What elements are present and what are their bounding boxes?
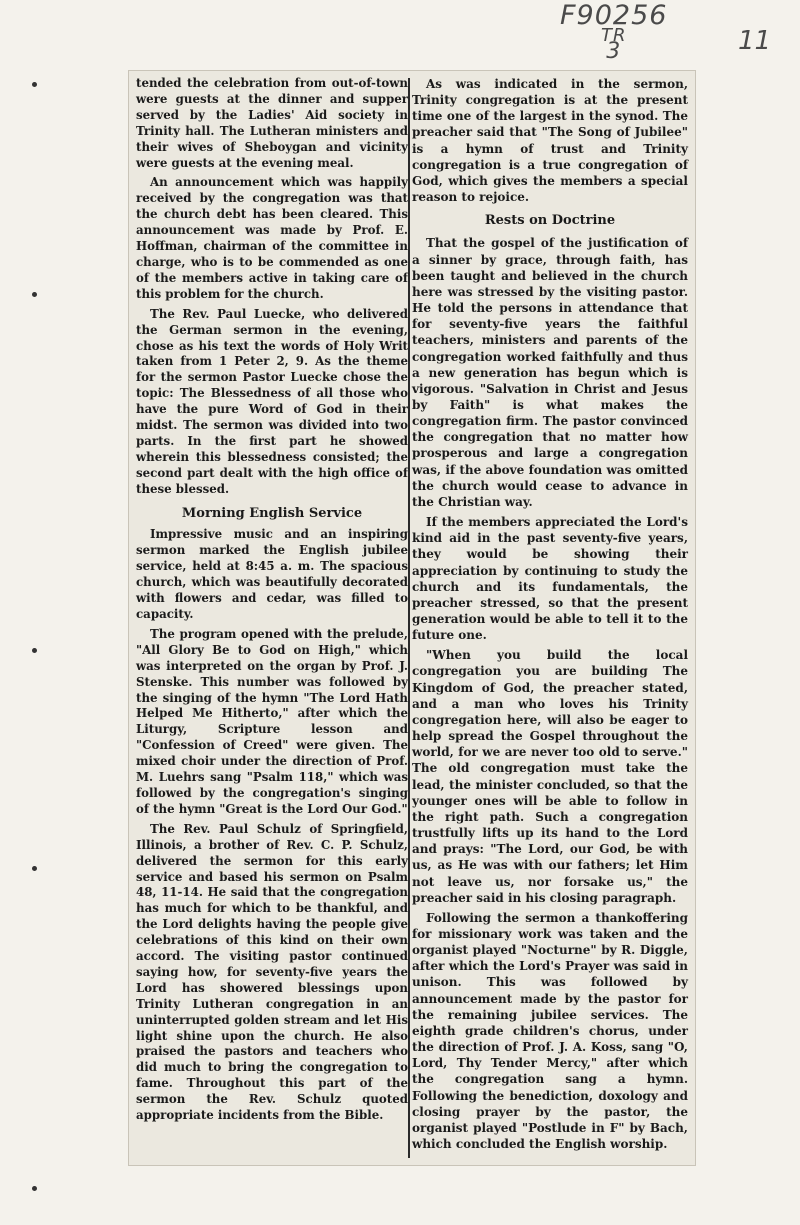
paragraph: The program opened with the prelude, "All Glory Be to God on High," which was interpreted on the organ by Prof. J. Stenske. This number was followed by the singing of the hymn "The Lord Hath Helped Me Hitherto," after which the Liturgy, Scripture lesson and "Confession of Creed" were given. The mixed choir under the direction of Prof. M. Luehrs sang "Psalm 118," which was followed by the congregation's singing of the hymn "Great is the Lord Our God." — [136, 626, 408, 816]
paragraph: The Rev. Paul Luecke, who delivered the German sermon in the evening, chose as his text the words of Holy Writ taken from 1 Peter 2, 9. As the theme for the sermon Pastor Luecke chose the topic: The Blessedness of all those who have the pure Word of God in their midst. The sermon was divided into two parts. In the first part he showed wherein this blessedness consisted; the second part dealt with the high office of these blessed. — [136, 306, 408, 496]
margin-punch-dot — [32, 866, 37, 871]
page-number: 11 — [738, 26, 772, 56]
article-column-right — [412, 76, 688, 1156]
archive-mark-line1: F90256 — [560, 0, 668, 31]
archive-mark-line2: TR — [600, 25, 627, 46]
paragraph: Following the sermon a thankoffering for missionary work was taken and the organist played "Nocturne" by R. Diggle, after which the Lord's Prayer was said in unison. This was followed by announcement made by the pastor for the remaining jubilee services. The eighth grade children's chorus, under the direction of Prof. J. A. Koss, sang "O, Lord, Thy Tender Mercy," after which the congregation sang a hymn. Following the benediction, doxology and closing prayer by the pastor, the organist played "Postlude in F" by Bach, which concluded the English worship. — [412, 910, 688, 1151]
margin-punch-dot — [32, 292, 37, 297]
archive-mark — [560, 0, 668, 64]
section-heading: Rests on Doctrine — [484, 213, 616, 229]
margin-punch-dot — [32, 1186, 37, 1191]
archive-mark-line3: 3 — [606, 39, 622, 64]
margin-punch-dot — [32, 82, 37, 87]
paragraph: tended the celebration from out-of-town were guests at the dinner and supper served by the Ladies' Aid society in Trinity hall. The Lutheran ministers and their wives of Sheboygan and vicinity were guests at the evening meal. — [136, 76, 408, 170]
paragraph: That the gospel of the justification of a sinner by grace, through faith, has been taught and believed in the church here was stressed by the visiting pastor. He told the persons in attendance that for seventy-five years the faithful teachers, ministers and parents of the congregation worked faithfully and thus a new generation has begun which is vigorous. "Salvation in Christ and Jesus by Faith" is what makes the congregation firm. The pastor convinced the congregation that no matter how prosperous and large a congregation was, if the above foundation was omitted the church would cease to advance in the Christian way. — [412, 236, 688, 509]
column-divider — [408, 78, 410, 1158]
paragraph: The Rev. Paul Schulz of Springfield, Illinois, a brother of Rev. C. P. Schulz, delivered the sermon for this early service and based his sermon on Psalm 48, 11-14. He said that the congregation has much for which to be thankful, and the Lord delights having the people give celebrations of this kind on their own accord. The visiting pastor continued saying how, for seventy-five years the Lord has showered blessings upon Trinity Lutheran congregation in an uninterrupted golden stream and let His light shine upon the church. He also praised the pastors and teachers who did much to bring the congregation to fame. Throughout this part of the sermon the Rev. Schulz quoted appropriate incidents from the Bible. — [136, 821, 408, 1123]
paragraph: As was indicated in the sermon, Trinity congregation is at the present time one of the largest in the synod. The preacher said that "The Song of Jubilee" is a hymn of trust and Trinity congregation is a true congregation of God, which gives the members a special reason to rejoice. — [412, 77, 688, 205]
paragraph: Impressive music and an inspiring sermon marked the English jubilee service, held at 8:45 a. m. The spacious church, which was beautifully decorated with flowers and cedar, was filled to capacity. — [136, 527, 408, 621]
paragraph: "When you build the local congregation you are building The Kingdom of God, the preacher stated, and a man who loves his Trinity congregation here, will also be eager to help spread the Gospel throughout the world, for we are never too old to serve." The old congregation must take the lead, the minister concluded, so that the younger ones will be able to follow in the right path. Such a congregation trustfully lifts up its hand to the Lord and prays: "The Lord, our God, be with us, as He was with our fathers; let Him not leave us, nor forsake us," the preacher said in his closing paragraph. — [412, 648, 688, 905]
margin-punch-dot — [32, 648, 37, 653]
paragraph: An announcement which was happily received by the congregation was that the church debt has been cleared. This announcement was made by Prof. E. Hoffman, chairman of the committee in charge, who is to be commended as one of the members active in taking care of this problem for the church. — [136, 175, 408, 301]
article-column-left — [136, 76, 408, 1128]
paragraph: If the members appreciated the Lord's kind aid in the past seventy-five years, they would be showing their appreciation by continuing to study the church and its fundamentals, the preacher stressed, so that the present generation would be able to tell it to the future one. — [412, 515, 688, 643]
section-heading: Morning English Service — [181, 505, 363, 521]
